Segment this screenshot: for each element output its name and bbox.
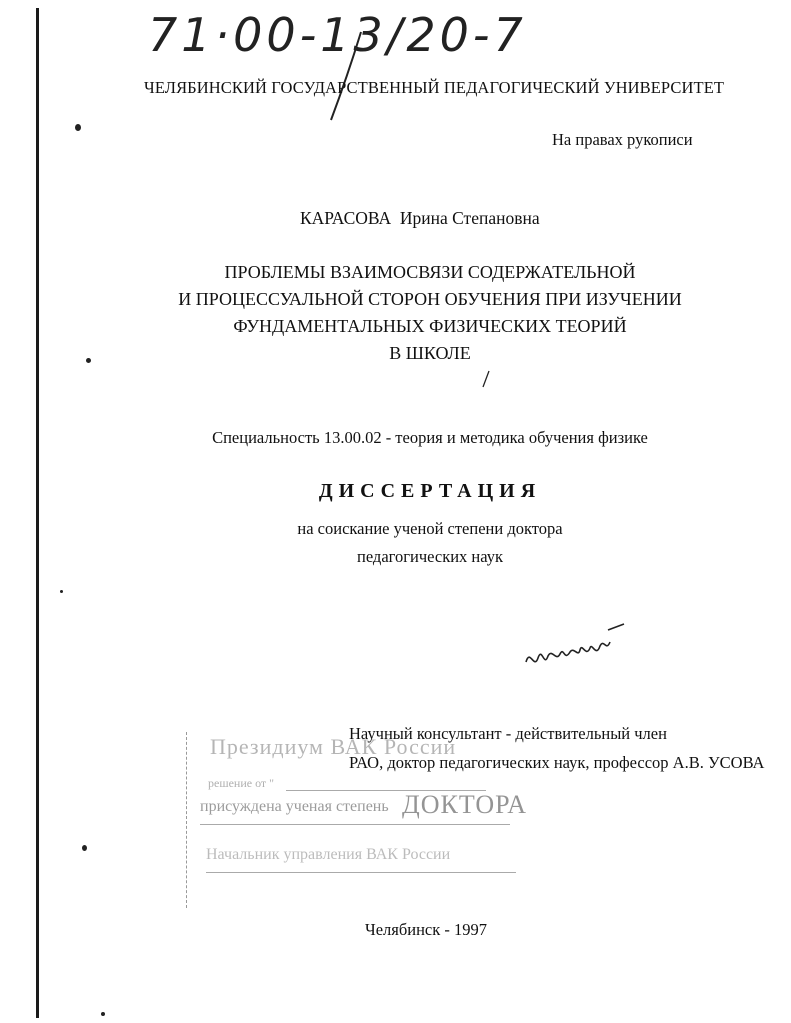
author-name	[300, 208, 540, 229]
scientific-consultant	[349, 719, 764, 777]
margin-binding-line	[36, 8, 39, 1018]
rights-note: На правах рукописи	[552, 130, 693, 149]
consultant-line: РАО, доктор педагогических наук, профессор А.В. УСОВА	[349, 753, 765, 772]
university-name: ЧЕЛЯБИНСКИЙ ГОСУДАРСТВЕННЫЙ ПЕДАГОГИЧЕСКИЙ УНИВЕРСИТЕТ	[144, 78, 725, 97]
author-surname: КАРАСОВА	[300, 208, 392, 228]
scan-speck	[60, 590, 63, 593]
stamp-line: Начальник управления ВАК России	[206, 846, 451, 863]
scan-speck	[75, 124, 81, 131]
consultant-line: Научный консультант - действительный член	[349, 724, 667, 743]
specialty-line: Специальность 13.00.02 - теория и методика обучения физике	[212, 428, 648, 447]
stamp-fill-rule	[200, 824, 510, 825]
degree-line: педагогических наук	[356, 547, 504, 566]
title-line: ФУНДАМЕНТАЛЬНЫХ ФИЗИЧЕСКИХ ТЕОРИЙ	[233, 316, 627, 336]
city-year: Челябинск - 1997	[365, 920, 488, 939]
handwritten-archive-code: 71·00-13/20-7	[148, 8, 527, 62]
stamp-fill-rule	[206, 872, 516, 873]
title-line: ПРОБЛЕМЫ ВЗАИМОСВЯЗИ СОДЕРЖАТЕЛЬНОЙ	[224, 262, 636, 282]
pen-tick-mark	[480, 370, 492, 388]
title-line: В ШКОЛЕ	[389, 343, 471, 363]
title-line: И ПРОЦЕССУАЛЬНОЙ СТОРОН ОБУЧЕНИЯ ПРИ ИЗУЧЕНИИ	[178, 289, 682, 309]
degree-statement	[100, 515, 760, 571]
scan-speck	[86, 358, 91, 363]
stamp-line: решение от "	[208, 776, 275, 790]
stamp-degree-word: ДОКТОРА	[402, 790, 528, 819]
handwritten-slash-stroke	[325, 28, 365, 123]
stamp-line: Президиум ВАК России	[210, 734, 457, 759]
stamp-line: присуждена ученая степень	[200, 798, 389, 815]
scan-speck	[82, 845, 87, 851]
author-given-names: Ирина Степановна	[399, 208, 540, 228]
scan-speck	[101, 1012, 105, 1016]
handwritten-signature	[520, 618, 630, 680]
document-type-heading: ДИССЕРТАЦИЯ	[318, 480, 542, 502]
degree-line: на соискание ученой степени доктора	[297, 519, 563, 538]
dissertation-title	[100, 259, 760, 367]
